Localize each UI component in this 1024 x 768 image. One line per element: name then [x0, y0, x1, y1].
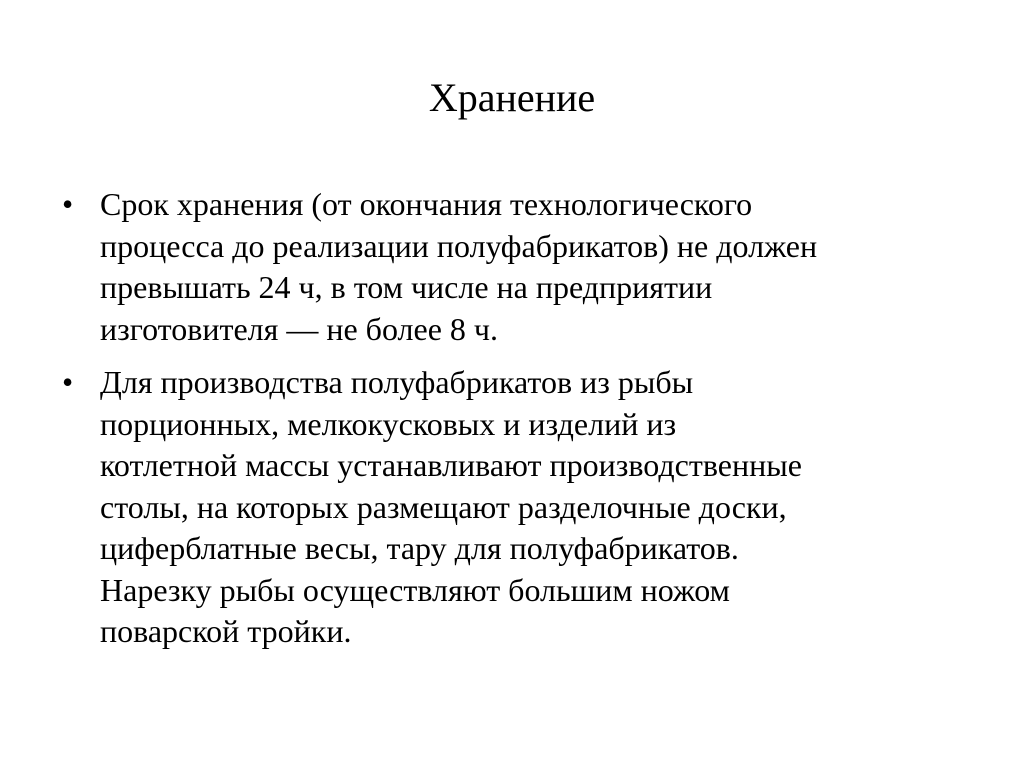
- bullet-line: циферблатные весы, тару для полуфабрикатов.: [100, 530, 739, 566]
- bullet-line: Нарезку рыбы осуществляют большим ножом: [100, 571, 730, 608]
- bullet-item-storage-period: [62, 184, 962, 350]
- bullet-list: [62, 184, 962, 665]
- bullet-icon: •: [62, 186, 74, 222]
- slide-title: Хранение: [428, 75, 596, 120]
- bullet-icon: •: [62, 364, 74, 400]
- bullet-line: порционных, мелкокусковых и изделий из: [100, 405, 677, 442]
- bullet-line: поварской тройки.: [100, 613, 352, 649]
- bullet-line: превышать 24 ч, в том числе на предприятии: [100, 269, 713, 305]
- bullet-text: [100, 184, 962, 350]
- bullet-line: Срок хранения (от окончания технологического: [100, 186, 753, 222]
- bullet-line: Для производства полуфабрикатов из рыбы: [100, 364, 694, 400]
- bullet-item-fish-production: [62, 362, 962, 653]
- bullet-line: котлетной массы устанавливают производственные: [100, 447, 802, 483]
- bullet-text: [100, 362, 962, 653]
- bullet-line: процесса до реализации полуфабрикатов) не должен: [100, 227, 818, 264]
- bullet-line: столы, на которых размещают разделочные доски,: [100, 488, 787, 525]
- bullet-line: изготовителя — не более 8 ч.: [100, 310, 498, 347]
